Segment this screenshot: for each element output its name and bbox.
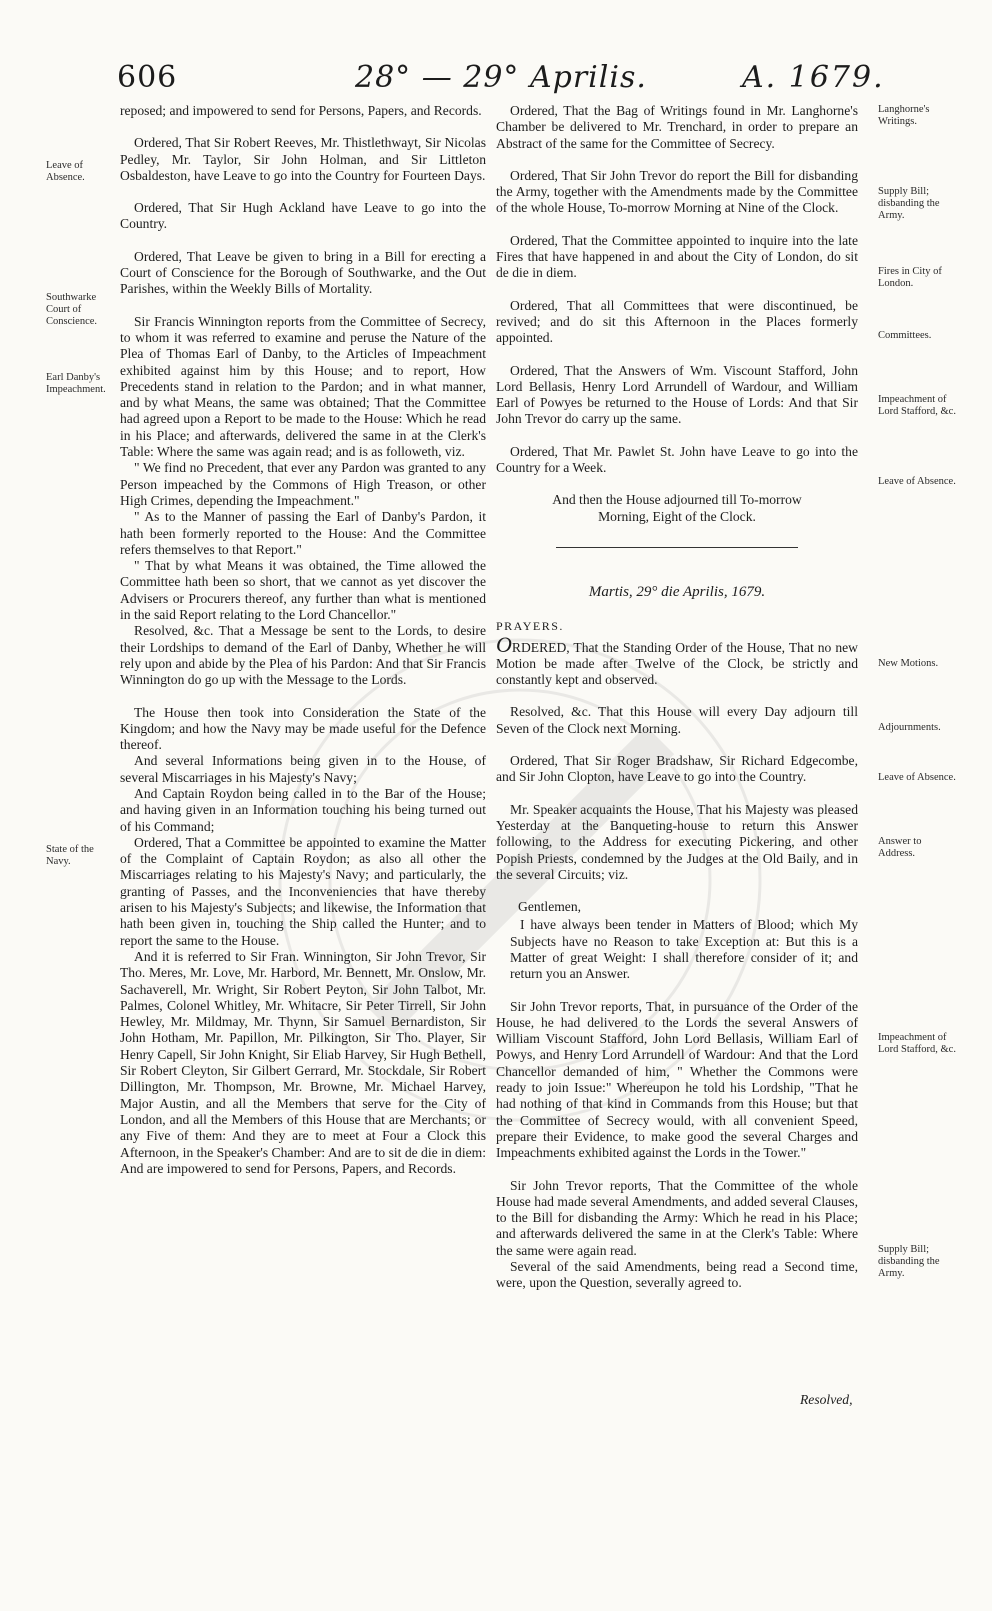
prayers-label: PRAYERS. — [496, 619, 564, 634]
margin-note: Southwarke Court of Conscience. — [46, 292, 98, 327]
page-number: 606 — [117, 60, 178, 95]
paragraph: Ordered, That a Committee be appointed to examine the Matter of the Complaint of Captain Roydon; as also all other the Miscarriages relating to his Majesty's Navy; and particularly, the granting of Passes, and the Inconveniencies that have thereby arisen to his Majesty's Subjects; and likewise, the Information that hath been given in, touching the Ship called the Hunter; and to report the same to the House. — [120, 834, 486, 948]
adjournment-note: And then the House adjourned till To-morrow Morning, Eight of the Clock. — [552, 492, 802, 524]
day-heading: Martis, 29° die Aprilis, 1679. — [588, 583, 766, 600]
margin-note: Leave of Absence. — [878, 476, 956, 487]
margin-note: Supply Bill; disbanding the Army. — [878, 186, 940, 221]
page-header — [0, 60, 992, 100]
margin-note: Fires in City of London. — [878, 266, 942, 289]
margin-note: Langhorne's Writings. — [878, 104, 930, 127]
paragraph: And Captain Roydon being called in to the Bar of the House; and having given in an Information touching his being turned out of his Command; — [120, 785, 486, 834]
margin-note: New Motions. — [878, 658, 939, 669]
drop-cap: O — [496, 631, 512, 657]
margin-note: Committees. — [878, 330, 932, 341]
paragraph: Several of the said Amendments, being read a Second time, were, upon the Question, severally agreed to. — [496, 1259, 858, 1291]
section-divider — [556, 547, 798, 548]
paragraph: And several Informations being given in to the House, of several Miscarriages in his Majesty's Navy; — [120, 753, 486, 785]
left-column — [120, 103, 486, 1177]
paragraph: Ordered, That Leave be given to bring in a Bill for erecting a Court of Conscience for the Borough of Southwarke, and the Out Parishes, within the Weekly Bills of Mortality. — [120, 248, 486, 297]
paragraph: Ordered, That the Bag of Writings found in Mr. Langhorne's Chamber be delivered to Mr. Trenchard, in order to prepare an Abstract of the same for the Committee of Secrecy. — [496, 103, 858, 151]
catchword: Resolved, — [800, 1392, 853, 1407]
margin-note: Impeachment of Lord Stafford, &c. — [878, 394, 956, 417]
quote-paragraph: " We find no Precedent, that ever any Pardon was granted to any Person impeached by the Commons of High Treason, or other High Crimes, depending the Impeachment." — [120, 460, 486, 508]
paragraph: Sir John Trevor reports, That, in pursuance of the Order of the House, he had delivered to the Lords the several Answers of William Viscount Stafford, John Lord Bellasis, William Earl of Powys, and Henry Lord Arrundell of Wardour: And that the Lord Chancellor demanded of him, " Whether the Commons were ready to join Issue:" Whereupon he told his Lordship, "That he had nothing of that kind in Commands from this House; but that the Committee of Secrecy would, with all convenient Speed, prepare their Evidence, to make good the several Charges and Impeachments exhibited against the Lords in the Tower." — [496, 998, 858, 1161]
paragraph-text: RDERED, That the Standing Order of the House, That no new Motion be made after Twelve of the Clock, be strictly and constantly kept and observed. — [496, 639, 858, 688]
paragraph: Ordered, That Sir Robert Reeves, Mr. Thistlethwayt, Sir Nicolas Pedley, Mr. Taylor, Sir John Holman, and Sir Littleton Osbaldeston, have Leave to go into the Country for Fourteen Days. — [120, 135, 486, 183]
salutation: Gentlemen, — [518, 899, 582, 915]
paragraph: Ordered, That the Answers of Wm. Viscount Stafford, John Lord Bellasis, Henry Lord Arrundell of Wardour, and William Earl of Powyes be returned to the House of Lords: And that Sir John Trevor do carry up the same. — [496, 362, 858, 427]
margin-note: Earl Danby's Impeachment. — [46, 372, 106, 395]
paragraph: Ordered, That Sir Roger Bradshaw, Sir Richard Edgecombe, and Sir John Clopton, have Leave to go into the Country. — [496, 753, 858, 785]
paragraph: Ordered, That Sir John Trevor do report the Bill for disbanding the Army, together with the Amendments made by the Committee of the whole House, To-morrow Morning at Nine of the Clock. — [496, 167, 858, 216]
margin-note: Leave of Absence. — [878, 772, 956, 783]
paragraph: Ordered, That Mr. Pawlet St. John have Leave to go into the Country for a Week. — [496, 443, 858, 476]
paragraph: Ordered, That all Committees that were discontinued, be revived; and do sit this Afternoon in the Places formerly appointed. — [496, 297, 858, 346]
margin-note: Leave of Absence. — [46, 160, 85, 183]
paragraph: reposed; and impowered to send for Persons, Papers, and Records. — [120, 103, 482, 118]
margin-note: Supply Bill; disbanding the Army. — [878, 1244, 940, 1279]
margin-note: Adjournments. — [878, 722, 941, 733]
paragraph: And it is referred to Sir Fran. Winnington, Sir John Trevor, Sir Tho. Meres, Mr. Love, Mr. Harbord, Mr. Bennett, Mr. Onslow, Mr. Sachaverell, Mr. Wright, Sir Robert Peyton, Sir John Talbot, Mr. Palmes, Colonel Whitley, Mr. Whitacre, Sir Peter Tirrell, Sir John Hewley, Mr. Mildmay, Mr. Thynn, Sir Samuel Bernardiston, Sir John Hotham, Mr. Papillon, Mr. Pilkington, Sir Tho. Player, Sir Henry Capell, Sir John Knight, Sir Eliab Harvey, Sir Hugh Bethell, Sir Robert Cleyton, Sir Gilbert Gerrard, Mr. Stockdale, Sir Robert Dillington, Mr. Thompson, Mr. Browne, Mr. Michael Harvey, Major Austin, and all the Members that serve for the City of London, and all the Members of this House that are Merchants; or any Five of them: And they are to meet at Four a Clock this Afternoon, in the Speaker's Chamber: And are to sit de die in diem: And are impowered to send for Persons, Papers, and Records. — [120, 948, 486, 1176]
kings-answer: I have always been tender in Matters of Blood; which My Subjects have no Reason to take Exception at: But this is a Matter of great Weight: I shall therefore consider of it; and return you an Answer. — [510, 917, 858, 982]
quote-paragraph: " As to the Manner of passing the Earl of Danby's Pardon, it hath been formerly reported to the House: And the Committee refers themselves to that Report." — [120, 509, 486, 557]
paragraph: Ordered, That the Committee appointed to inquire into the late Fires that have happened in and about the City of London, do sit de die in diem. — [496, 232, 858, 281]
margin-note: Answer to Address. — [878, 836, 922, 859]
paragraph: Resolved, &c. That a Message be sent to the Lords, to desire their Lordships to demand of the Earl of Danby, Whether he will rely upon and abide by the Plea of his Pardon: And that Sir Francis Winnington do go up with the Message to the Lords. — [120, 623, 486, 688]
paragraph: Resolved, &c. That this House will every Day adjourn till Seven of the Clock next Morning. — [496, 704, 858, 736]
paragraph: Sir John Trevor reports, That the Committee of the whole House had made several Amendments, and added several Clauses, to the Bill for disbanding the Army: Which he read in his Place; and afterwards delivered the same in at the Clerk's Table: Where the same were again read. — [496, 1177, 858, 1258]
paragraph — [496, 631, 858, 689]
year-heading: A. 1679. — [742, 60, 885, 95]
running-title: 28° — 29° Aprilis. — [355, 60, 647, 95]
quote-paragraph: " That by what Means it was obtained, the Time allowed the Committee hath been so short, that we cannot as yet discover the Advisers or Procurers thereof, any further than what is mentioned in the said Report relating to the Lord Chancellor." — [120, 558, 486, 623]
paragraph: The House then took into Consideration the State of the Kingdom; and how the Navy may be made useful for the Defence thereof. — [120, 704, 486, 753]
margin-note: Impeachment of Lord Stafford, &c. — [878, 1032, 956, 1055]
paragraph: Mr. Speaker acquaints the House, That his Majesty was pleased Yesterday at the Banqueting-house to return this Answer following, to the Address for executing Pickering, and other Popish Priests, condemned by the Judges at the Old Baily, and in the several Circuits; viz. — [496, 801, 858, 882]
right-column — [496, 103, 858, 1292]
paragraph: Ordered, That Sir Hugh Ackland have Leave to go into the Country. — [120, 200, 486, 232]
margin-note: State of the Navy. — [46, 844, 94, 867]
paragraph: Sir Francis Winnington reports from the Committee of Secrecy, to whom it was referred to examine and peruse the Nature of the Plea of Thomas Earl of Danby, to the Articles of Impeachment exhibited against him by this House; and to report, How Precedents stand in relation to the Pardon; and in what manner, and by what Means, the same was obtained; That the Committee had agreed upon a Report to be made to the House: Which he read in his Place; and afterwards, delivered the same in at the Clerk's Table: Where the same was again read; and is as followeth, viz. — [120, 313, 486, 460]
